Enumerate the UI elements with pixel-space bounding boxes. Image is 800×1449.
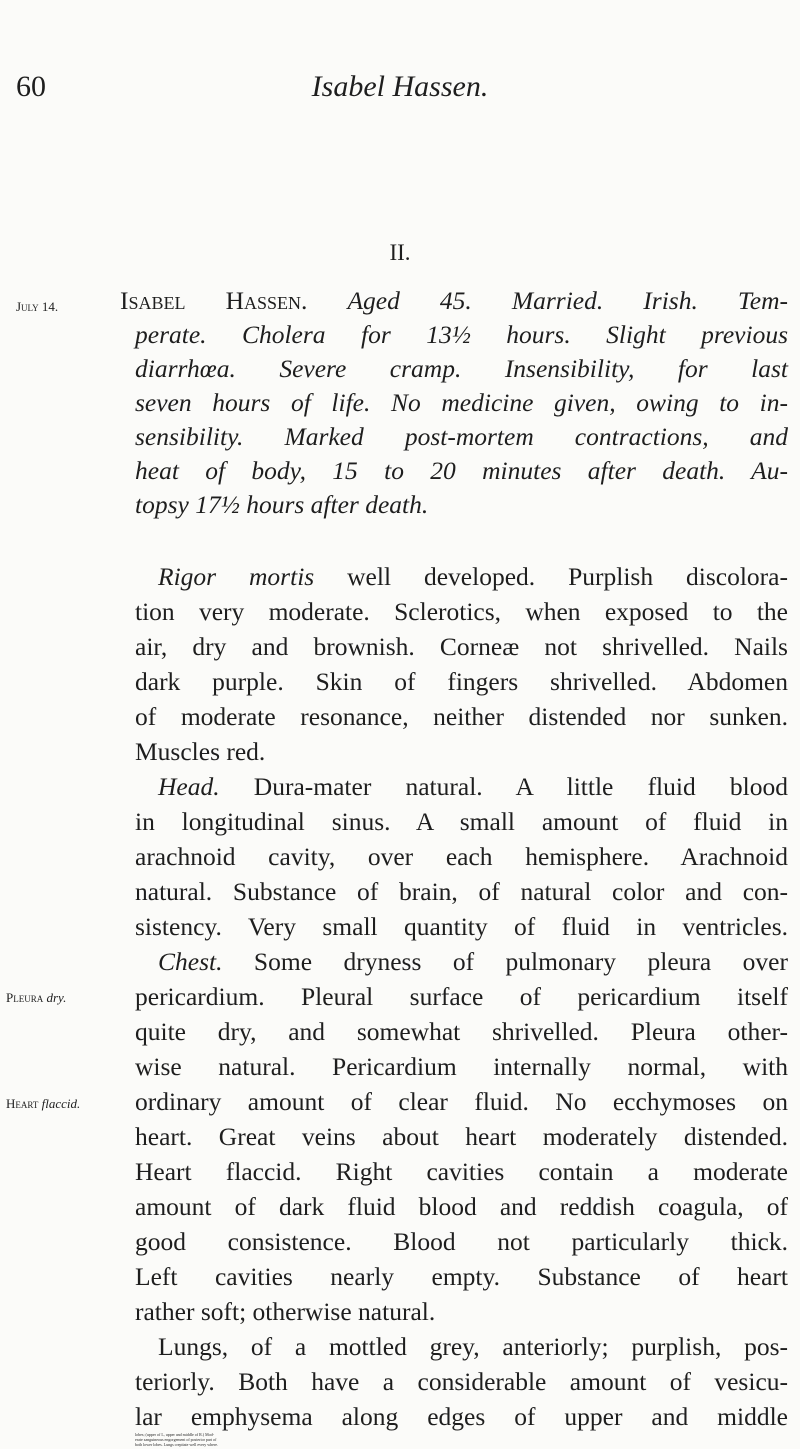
body-text: Some dryness of pulmonary pleura over	[222, 947, 788, 976]
rigor-mortis-label: Rigor mortis	[158, 562, 315, 591]
case-header-line: heat of body, 15 to 20 minutes after death. Au-	[135, 456, 788, 485]
running-head: Isabel Hassen.	[311, 70, 489, 103]
case-header-line: seven hours of life. No medicine given, owing to in-	[135, 388, 788, 417]
margin-note-pleura-state: dry.	[46, 990, 67, 1005]
page-number: 60	[16, 70, 46, 103]
case-header-line: sensibility. Marked post-mortem contractions, and	[135, 422, 788, 451]
body-line: arachnoid cavity, over each hemisphere. Arachnoid	[135, 842, 788, 871]
body-line: of moderate resonance, neither distended nor sunken.	[135, 702, 788, 731]
margin-note-pleura	[6, 990, 66, 1006]
body-line: Heart flaccid. Right cavities contain a moderate	[135, 1157, 788, 1186]
body-line: lobes; (upper of L, upper and middle of R.) Mod-	[135, 1432, 214, 1437]
body-line: air, dry and brownish. Corneæ not shrivelled. Nails	[135, 632, 788, 661]
margin-note-heart-state: flaccid.	[41, 1096, 81, 1111]
body-line: erate sanguineous engorgement of posterior part of	[135, 1437, 217, 1442]
case-header-line	[120, 284, 788, 318]
body-line	[158, 945, 788, 979]
body-line: dark purple. Skin of fingers shrivelled. Abdomen	[135, 667, 788, 696]
body-line: lar emphysema along edges of upper and middle	[135, 1402, 788, 1431]
body-line: Left cavities nearly empty. Substance of heart	[135, 1262, 788, 1291]
body-line: ordinary amount of clear fluid. No ecchymoses on	[135, 1087, 788, 1116]
body-text: Dura-mater natural. A little fluid blood	[219, 772, 788, 801]
case-header-line: diarrhœa. Severe cramp. Insensibility, for last	[135, 354, 788, 383]
case-header-line: topsy 17½ hours after death.	[135, 490, 429, 519]
margin-note-pleura-label: Pleura	[6, 990, 44, 1005]
margin-note-date: July 14.	[16, 299, 59, 314]
body-line: quite dry, and somewhat shrivelled. Pleura other-	[135, 1017, 788, 1046]
body-line: wise natural. Pericardium internally normal, with	[135, 1052, 788, 1081]
body-line: both lower lobes. Lungs crepitate well every where.	[135, 1442, 218, 1447]
body-line: Lungs, of a mottled grey, anteriorly; purplish, pos-	[158, 1332, 788, 1361]
case-header-text: Aged 45. Married. Irish. Tem-	[347, 286, 788, 315]
margin-note-heart-label: Heart	[6, 1096, 39, 1111]
body-text: well developed. Purplish discolora-	[314, 562, 788, 591]
lungs-continuation	[135, 1432, 788, 1447]
patient-name: Isabel Hassen.	[120, 286, 308, 315]
section-number: II.	[389, 240, 411, 265]
body-line: pericardium. Pleural surface of pericardium itself	[135, 982, 788, 1011]
body-line: good consistence. Blood not particularly thick.	[135, 1227, 788, 1256]
chest-label: Chest.	[158, 947, 223, 976]
body-line: Muscles red.	[135, 737, 266, 766]
body-line: tion very moderate. Sclerotics, when exposed to the	[135, 597, 788, 626]
body-line: in longitudinal sinus. A small amount of fluid in	[135, 807, 788, 836]
body-line: sistency. Very small quantity of fluid in ventricles.	[135, 912, 788, 941]
case-header-line: perate. Cholera for 13½ hours. Slight previous	[135, 320, 788, 349]
margin-note-heart	[6, 1096, 80, 1112]
body-line: amount of dark fluid blood and reddish coagula, of	[135, 1192, 788, 1221]
body-line	[158, 770, 788, 804]
body-line: teriorly. Both have a considerable amount of vesicu-	[135, 1367, 788, 1396]
head-label: Head.	[158, 772, 220, 801]
body-line	[158, 560, 788, 594]
body-line: rather soft; otherwise natural.	[135, 1297, 436, 1326]
body-line: heart. Great veins about heart moderately distended.	[135, 1122, 788, 1151]
body-line: natural. Substance of brain, of natural color and con-	[135, 877, 788, 906]
